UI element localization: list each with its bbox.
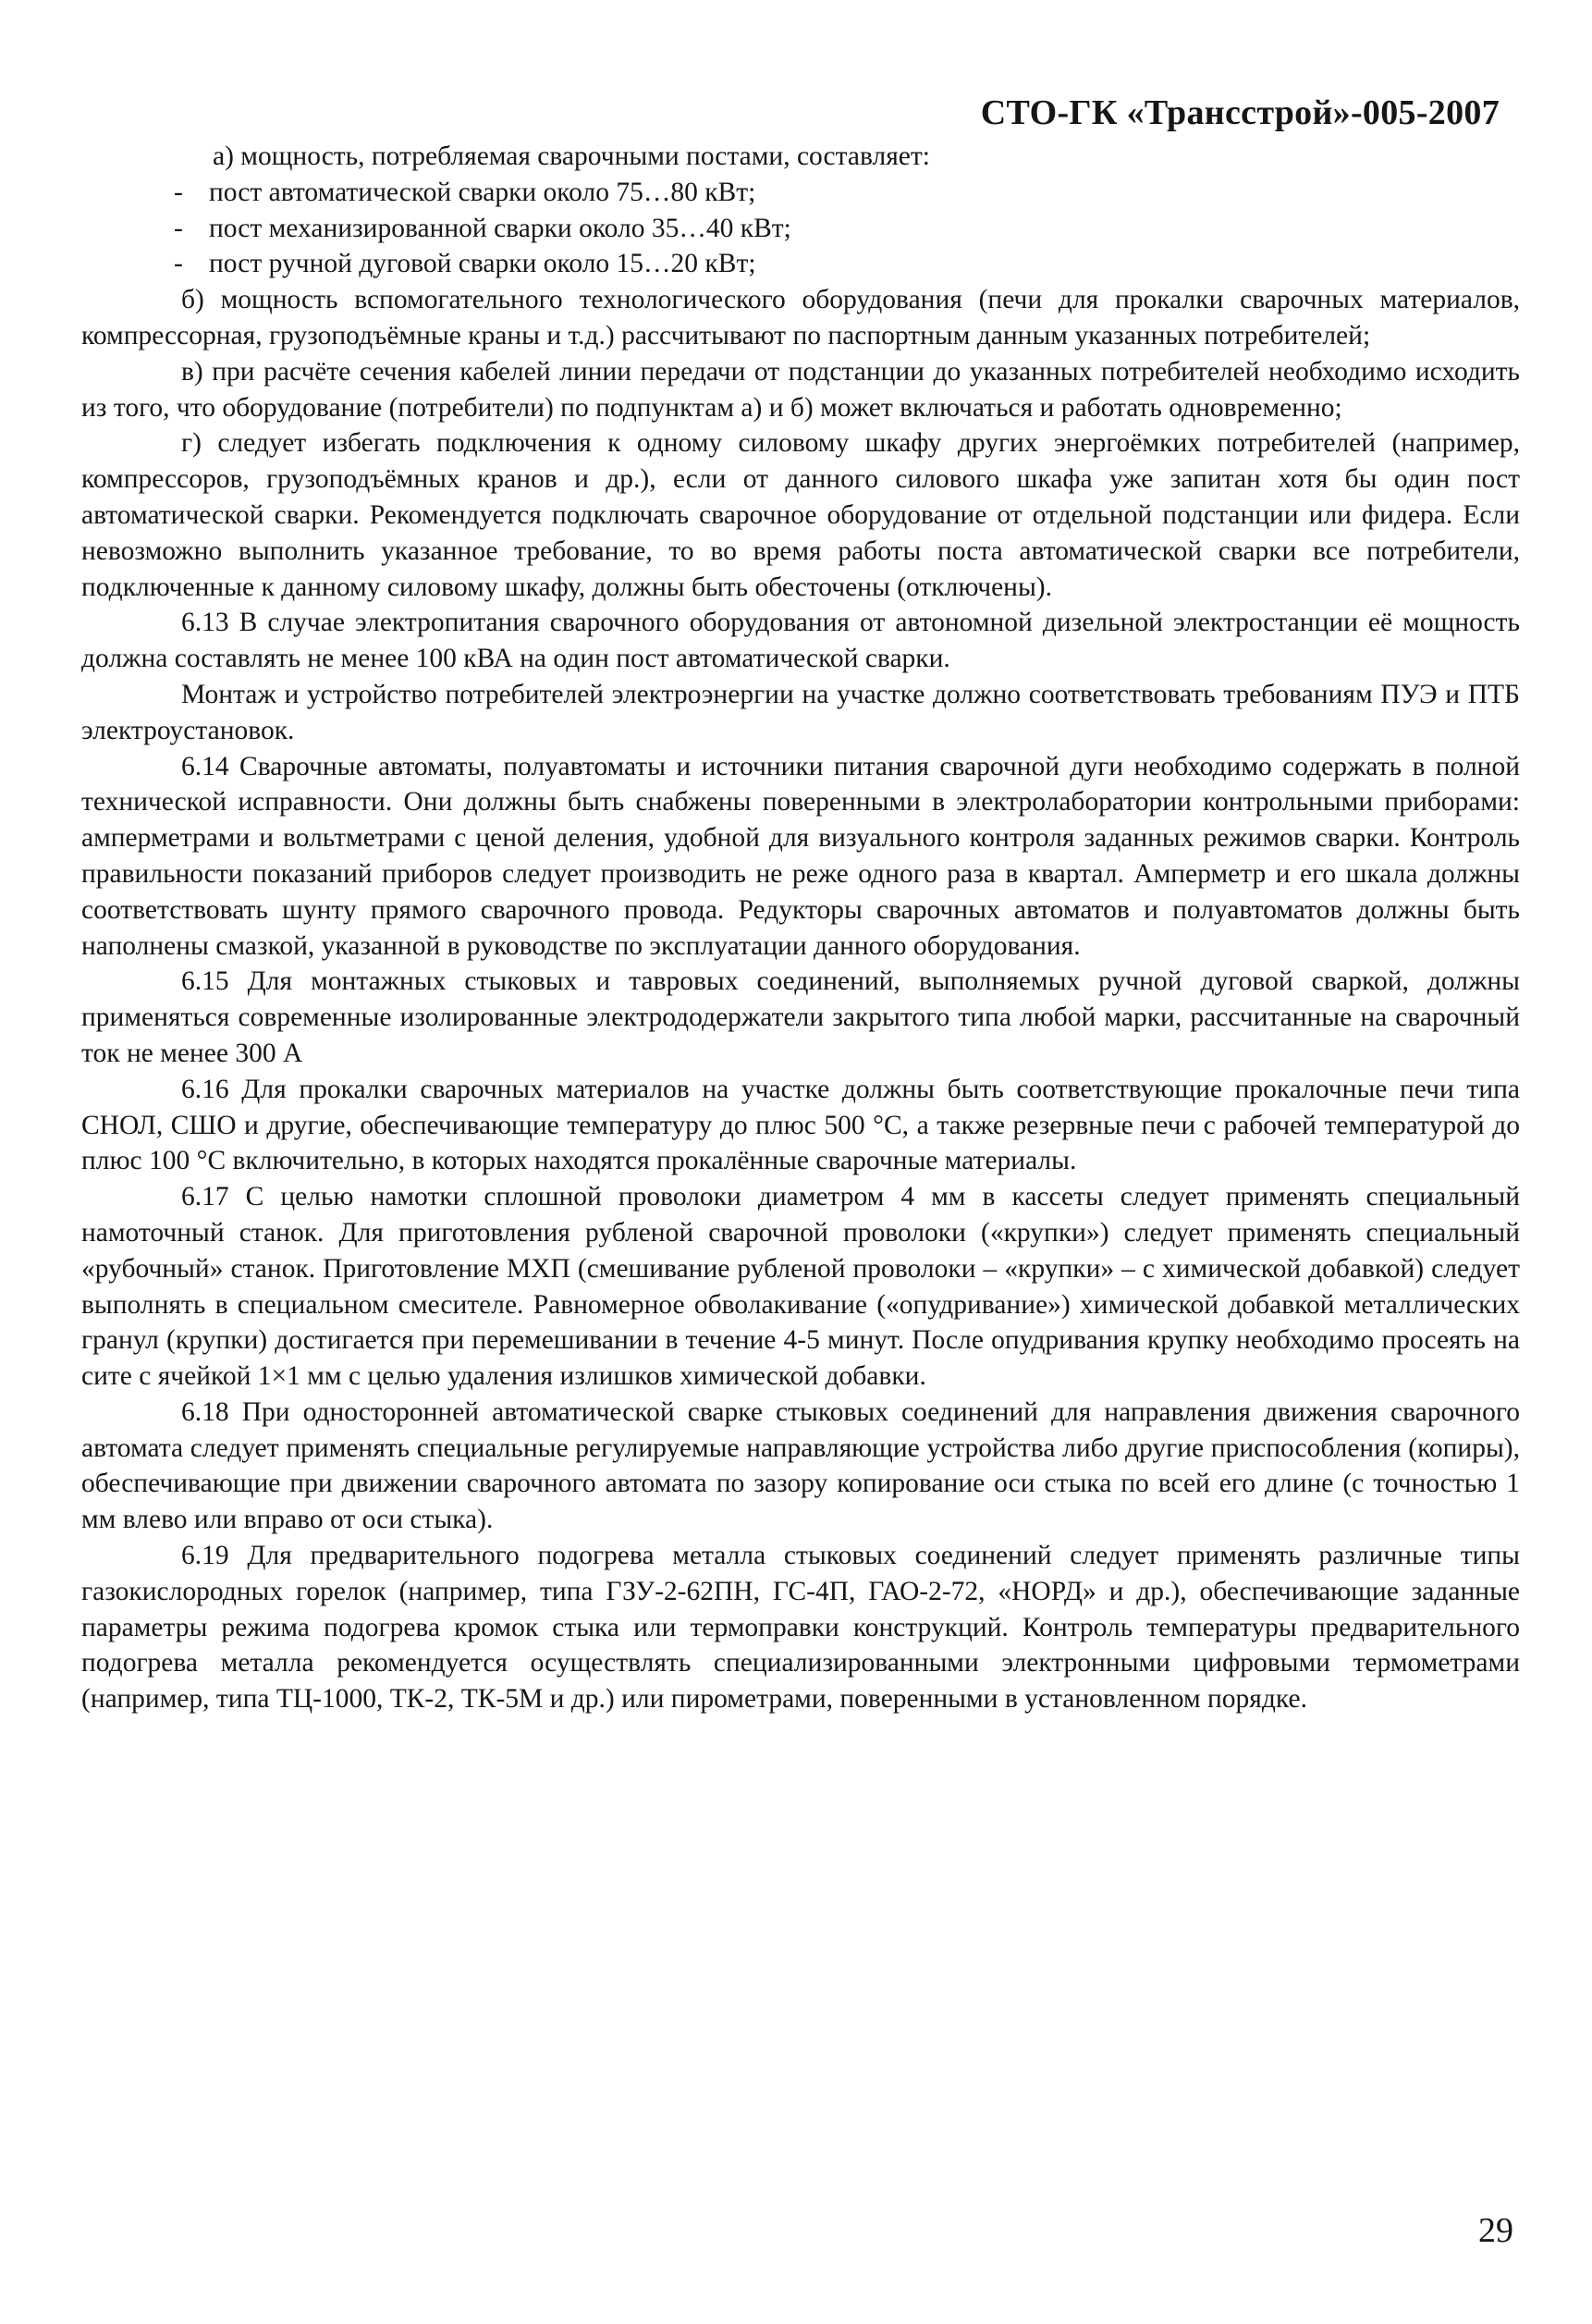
- paragraph-a-intro: а) мощность, потребляемая сварочными постами, составляет:: [213, 141, 930, 171]
- list-dash: -: [174, 177, 183, 207]
- paragraph-montage: Монтаж и устройство потребителей электроэнергии на участке должно соответствовать требованиям ПУЭ и ПТБ электроустановок.: [81, 679, 1520, 745]
- clause-6-19: 6.19 Для предварительного подогрева металла стыковых соединений следует применять различные типы газокислородных горелок (например, типа ГЗУ-2-62ПН, ГС-4П, ГАО-2-72, «НОРД» и др.), обеспечивающие заданные параметры режима подогрева кромок стыка или термоправки конструкций. Контроль температуры предварительного подогрева металла рекомендуется осуществлять специализированными электронными цифровыми термометрами (например, типа ТЦ-1000, ТК-2, ТК-5М и др.) или пирометрами, поверенными в установленном порядке.: [81, 1541, 1520, 1715]
- paragraph-g: г) следует избегать подключения к одному силовому шкафу других энергоёмких потребителей (например, компрессоров, грузоподъёмных кранов и др.), если от данного силового шкафа уже запитан хотя бы один пост автоматической сварки. Рекомендуется подключать сварочное оборудование от отдельной подстанции или фидера. Если невозможно выполнить указанное требование, то во время работы поста автоматической сварки все потребители, подключенные к данному силовому шкафу, должны быть обесточены (отключены).: [81, 428, 1520, 602]
- clause-6-14: 6.14 Сварочные автоматы, полуавтоматы и источники питания сварочной дуги необходимо содержать в полной технической исправности. Они должны быть снабжены поверенными в электролаборатории контрольными приборами: амперметрами и вольтметрами с ценой деления, удобной для визуального контроля заданных режимов сварки. Контроль правильности показаний приборов следует производить не реже одного раза в квартал. Амперметр и его шкала должны соответствовать шунту прямого сварочного провода. Редукторы сварочных автоматов и полуавтоматов должны быть наполнены смазкой, указанной в руководстве по эксплуатации данного оборудования.: [81, 751, 1520, 961]
- list-dash: -: [174, 249, 183, 279]
- list-dash: -: [174, 213, 183, 243]
- list-item-text: пост механизированной сварки около 35…40 кВт;: [209, 213, 791, 243]
- list-item: [81, 211, 1520, 247]
- list-item-text: пост автоматической сварки около 75…80 кВт;: [209, 177, 756, 207]
- clause-6-13: 6.13 В случае электропитания сварочного оборудования от автономной дизельной электростанции её мощность должна составлять не менее 100 кВА на один пост автоматической сварки.: [81, 608, 1520, 674]
- list-item: [81, 175, 1520, 211]
- clause-6-17: 6.17 С целью намотки сплошной проволоки диаметром 4 мм в кассеты следует применять специальный намоточный станок. Для приготовления рубленой сварочной проволоки («крупки») следует применять специальный «рубочный» станок. Приготовление МХП (смешивание рубленой проволоки – «крупки» – с химической добавкой) следует выполнять в специальном смесителе. Равномерное обволакивание («опудривание») химической добавкой металлических гранул (крупки) достигается при перемешивании в течение 4-5 минут. После опудривания крупку необходимо просеять на сите с ячейкой 1×1 мм с целью удаления излишков химической добавки.: [81, 1182, 1520, 1392]
- paragraph-b: б) мощность вспомогательного технологического оборудования (печи для прокалки сварочных материалов, компрессорная, грузоподъёмные краны и т.д.) рассчитывают по паспортным данным указанных потребителей;: [81, 285, 1520, 350]
- paragraph-v: в) при расчёте сечения кабелей линии передачи от подстанции до указанных потребителей необходимо исходить из того, что оборудование (потребители) по подпунктам а) и б) может включаться и работать одновременно;: [81, 356, 1520, 423]
- list-item: [81, 246, 1520, 282]
- page-number: 29: [1478, 2211, 1513, 2250]
- document-body: [81, 139, 1520, 1717]
- clause-6-16: 6.16 Для прокалки сварочных материалов на участке должны быть соответствующие прокалочные печи типа СНОЛ, СШО и другие, обеспечивающие температуру до плюс 500 °С, а также резервные печи с рабочей температурой до плюс 100 °С включительно, в которых находятся прокалённые сварочные материалы.: [81, 1074, 1520, 1176]
- document-code-header: СТО-ГК «Трансстрой»-005-2007: [980, 93, 1500, 132]
- clause-6-18: 6.18 При односторонней автоматической сварке стыковых соединений для направления движения сварочного автомата следует применять специальные регулируемые направляющие устройства либо другие приспособления (копиры), обеспечивающие при движении сварочного автомата по зазору копирование оси стыка по всей его длине (с точностью 1 мм влево или вправо от оси стыка).: [81, 1396, 1520, 1535]
- list-item-text: пост ручной дуговой сварки около 15…20 кВт;: [209, 249, 756, 279]
- clause-6-15: 6.15 Для монтажных стыковых и тавровых соединений, выполняемых ручной дуговой сваркой, должны применяться современные изолированные электрододержатели закрытого типа любой марки, рассчитанные на сварочный ток не менее 300 А: [81, 966, 1520, 1068]
